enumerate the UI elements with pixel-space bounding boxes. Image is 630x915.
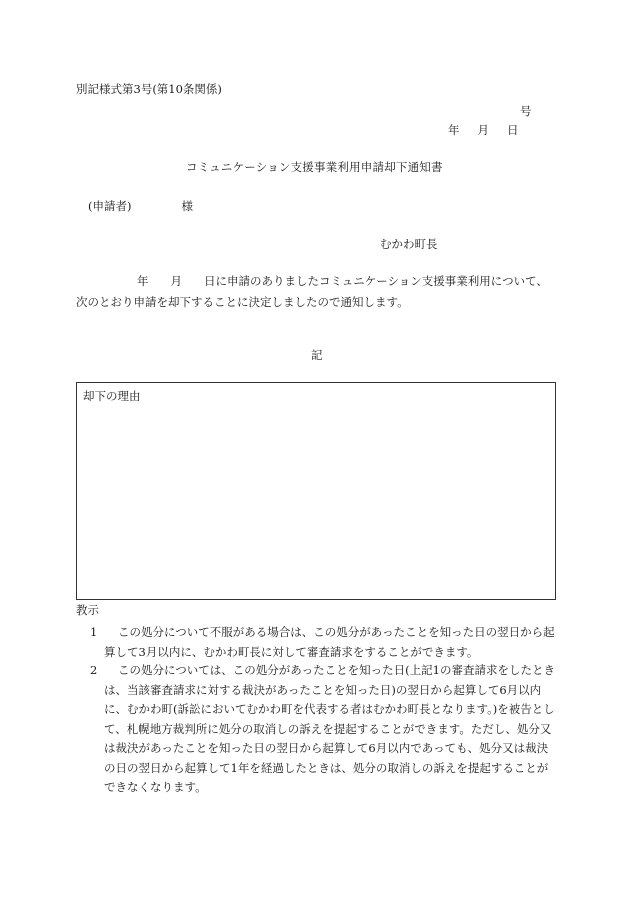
notice-body bbox=[76, 271, 558, 313]
rejection-reason-box bbox=[76, 382, 556, 600]
instruction-text: この処分については、この処分があったことを知った日(上記1の審査請求をしたときは、当該審査請求に対する裁決があったことを知った日)の翌日から起算して6月以内に、むかわ町(訴訟においてむかわ町を代表する者はむかわ町長となります。)を被告として、札幌地方裁判所に処分の取消しの訴えを提起することができます。ただし、処分又は裁決があったことを知った日の翌日から起算して6月以内であっても、処分又は裁決の日の翌日から起算して1年を経過したときは、処分の取消しの訴えを提起することができなくなります。 bbox=[104, 663, 555, 794]
body-month-label: 月 bbox=[170, 274, 182, 288]
date-year-label: 年 bbox=[448, 123, 460, 137]
instruction-text: この処分について不服がある場合は、この処分があったことを知った日の翌日から起算して3月以内に、むかわ町長に対して審査請求をすることができます。 bbox=[104, 625, 555, 659]
recipient-line bbox=[88, 198, 193, 214]
instruction-item bbox=[90, 661, 556, 798]
date-day-label: 日 bbox=[507, 123, 519, 137]
issue-date bbox=[448, 122, 519, 138]
issuer-name: むかわ町長 bbox=[380, 237, 438, 251]
body-text: 日に申請のありましたコミュニケーション支援事業利用について、次のとおり申請を却下することに決定しましたので通知します。 bbox=[76, 274, 548, 309]
ki-heading: 記 bbox=[311, 348, 323, 362]
form-reference: 別記様式第3号(第10条関係) bbox=[76, 82, 222, 96]
recipient-honorific: 様 bbox=[181, 199, 193, 213]
date-month-label: 月 bbox=[477, 123, 489, 137]
body-year-label: 年 bbox=[137, 274, 149, 288]
rejection-reason-label: 却下の理由 bbox=[83, 389, 141, 403]
instructions-heading: 教示 bbox=[76, 603, 99, 617]
instruction-number: 2 bbox=[90, 663, 98, 677]
document-number-label: 号 bbox=[520, 104, 532, 118]
instruction-number: 1 bbox=[90, 625, 98, 639]
recipient-label: (申請者) bbox=[88, 199, 132, 213]
instruction-item bbox=[90, 623, 556, 662]
document-title: コミュニケーション支援事業利用申請却下通知書 bbox=[186, 160, 443, 174]
